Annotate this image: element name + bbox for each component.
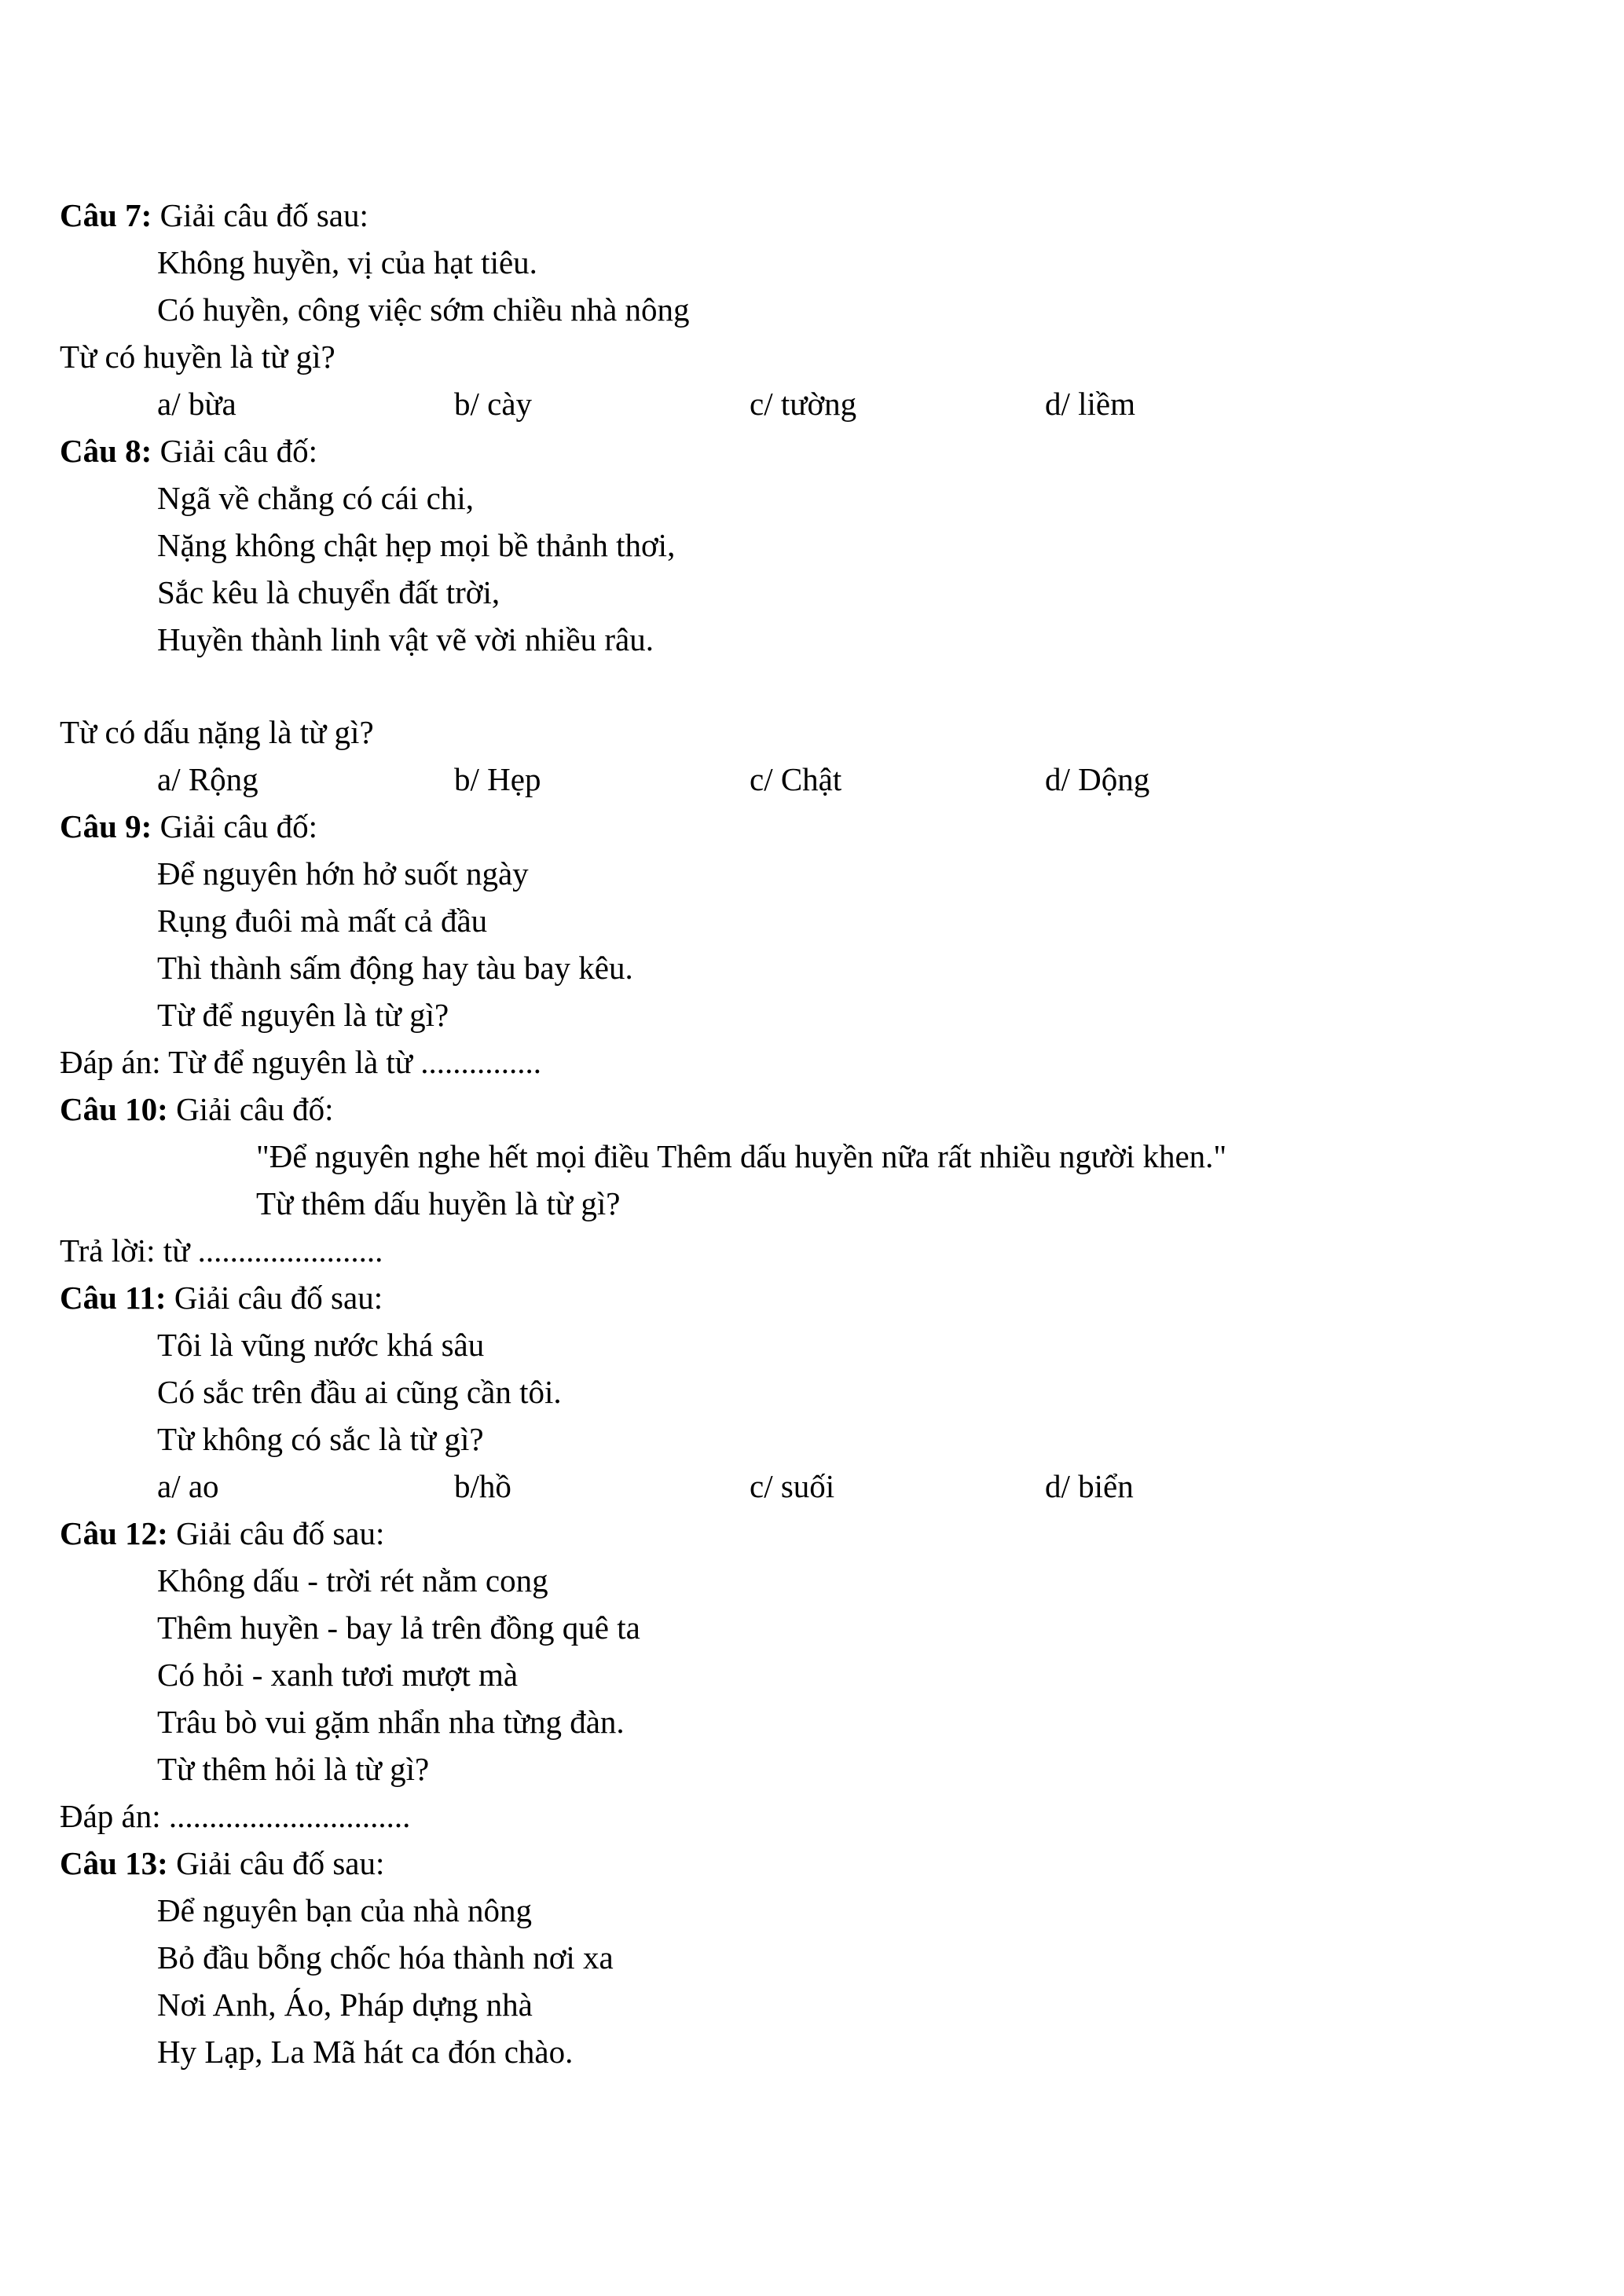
- question-7-option-a: a/ bừa: [157, 386, 236, 422]
- question-8-riddle-line: Ngã về chẳng có cái chi,: [157, 480, 474, 516]
- question-10-riddle-line: Từ thêm dấu huyền là từ gì?: [256, 1185, 621, 1221]
- question-12-riddle-line: Thêm huyền - bay lả trên đồng quê ta: [157, 1609, 640, 1646]
- question-12-label: Câu 12:: [60, 1515, 168, 1551]
- question-10-heading: [60, 1089, 333, 1130]
- question-8-option-a: a/ Rộng: [157, 761, 258, 797]
- question-11-prompt: Giải câu đố sau:: [166, 1280, 383, 1316]
- question-10-riddle-line: "Để nguyên nghe hết mọi điều Thêm dấu huyền nữa rất nhiều người khen.": [256, 1138, 1227, 1174]
- question-12-heading: [60, 1513, 384, 1554]
- question-9-answer: Đáp án: Từ để nguyên là từ ...............: [60, 1044, 542, 1080]
- question-12-prompt: Giải câu đố sau:: [167, 1515, 385, 1551]
- question-8-option-c: c/ Chật: [750, 761, 842, 797]
- question-9-riddle-line: Từ để nguyên là từ gì?: [157, 997, 449, 1033]
- question-9-heading: [60, 806, 317, 847]
- question-11-label: Câu 11:: [60, 1280, 167, 1316]
- question-12-riddle-line: Từ thêm hỏi là từ gì?: [157, 1751, 430, 1787]
- question-13-riddle-line: Bỏ đầu bỗng chốc hóa thành nơi xa: [157, 1939, 614, 1976]
- question-8-riddle-line: Sắc kêu là chuyển đất trời,: [157, 574, 500, 610]
- question-13-riddle-line: Hy Lạp, La Mã hát ca đón chào.: [157, 2034, 574, 2070]
- question-7-label: Câu 7:: [60, 197, 152, 233]
- question-13-prompt: Giải câu đố sau:: [167, 1845, 385, 1881]
- question-9-label: Câu 9:: [60, 808, 152, 844]
- question-12-riddle-line: Trâu bò vui gặm nhẩn nha từng đàn.: [157, 1704, 625, 1740]
- question-10-label: Câu 10:: [60, 1091, 168, 1127]
- question-11-riddle-line: Có sắc trên đầu ai cũng cần tôi.: [157, 1374, 562, 1410]
- question-13-label: Câu 13:: [60, 1845, 168, 1881]
- question-9-riddle-line: Để nguyên hớn hở suốt ngày: [157, 855, 529, 892]
- question-11-option-a: a/ ao: [157, 1468, 219, 1504]
- question-9-riddle-line: Rụng đuôi mà mất cả đầu: [157, 903, 488, 939]
- question-12-riddle-line: Không dấu - trời rét nằm cong: [157, 1562, 548, 1598]
- question-8-riddle-line: Nặng không chật hẹp mọi bề thảnh thơi,: [157, 527, 676, 563]
- question-12-riddle-line: Có hỏi - xanh tươi mượt mà: [157, 1657, 519, 1693]
- question-8-prompt: Giải câu đố:: [152, 433, 317, 469]
- question-7-prompt: Giải câu đố sau:: [152, 197, 368, 233]
- question-7-question: Từ có huyền là từ gì?: [60, 339, 335, 375]
- question-7-option-b: b/ cày: [454, 386, 533, 422]
- question-7-riddle-line: Có huyền, công việc sớm chiều nhà nông: [157, 291, 690, 328]
- question-13-riddle-line: Để nguyên bạn của nhà nông: [157, 1892, 533, 1928]
- question-8-question: Từ có dấu nặng là từ gì?: [60, 714, 374, 750]
- question-11-option-d: d/ biển: [1045, 1468, 1134, 1504]
- question-8-riddle-line: Huyền thành linh vật vẽ vời nhiều râu.: [157, 621, 654, 657]
- question-9-riddle-line: Thì thành sấm động hay tàu bay kêu.: [157, 950, 633, 986]
- question-8-label: Câu 8:: [60, 433, 152, 469]
- question-12-answer: Đáp án: ..............................: [60, 1798, 411, 1834]
- question-7-option-c: c/ tường: [750, 386, 857, 422]
- question-8-option-d: d/ Dộng: [1045, 761, 1150, 797]
- question-7-heading: [60, 195, 368, 236]
- question-7-riddle-line: Không huyền, vị của hạt tiêu.: [157, 244, 537, 280]
- question-11-heading: [60, 1277, 383, 1318]
- question-9-prompt: Giải câu đố:: [152, 808, 317, 844]
- question-8-heading: [60, 430, 317, 471]
- question-7-option-d: d/ liềm: [1045, 386, 1136, 422]
- question-8-option-b: b/ Hẹp: [454, 761, 541, 797]
- question-11-riddle-line: Từ không có sắc là từ gì?: [157, 1421, 484, 1457]
- question-11-option-c: c/ suối: [750, 1468, 835, 1504]
- question-11-option-b: b/hồ: [454, 1468, 511, 1504]
- question-10-answer: Trả lời: từ .......................: [60, 1232, 383, 1269]
- question-13-riddle-line: Nơi Anh, Áo, Pháp dựng nhà: [157, 1987, 533, 2023]
- question-13-heading: [60, 1843, 384, 1884]
- question-10-prompt: Giải câu đố:: [167, 1091, 334, 1127]
- question-11-riddle-line: Tôi là vũng nước khá sâu: [157, 1327, 485, 1363]
